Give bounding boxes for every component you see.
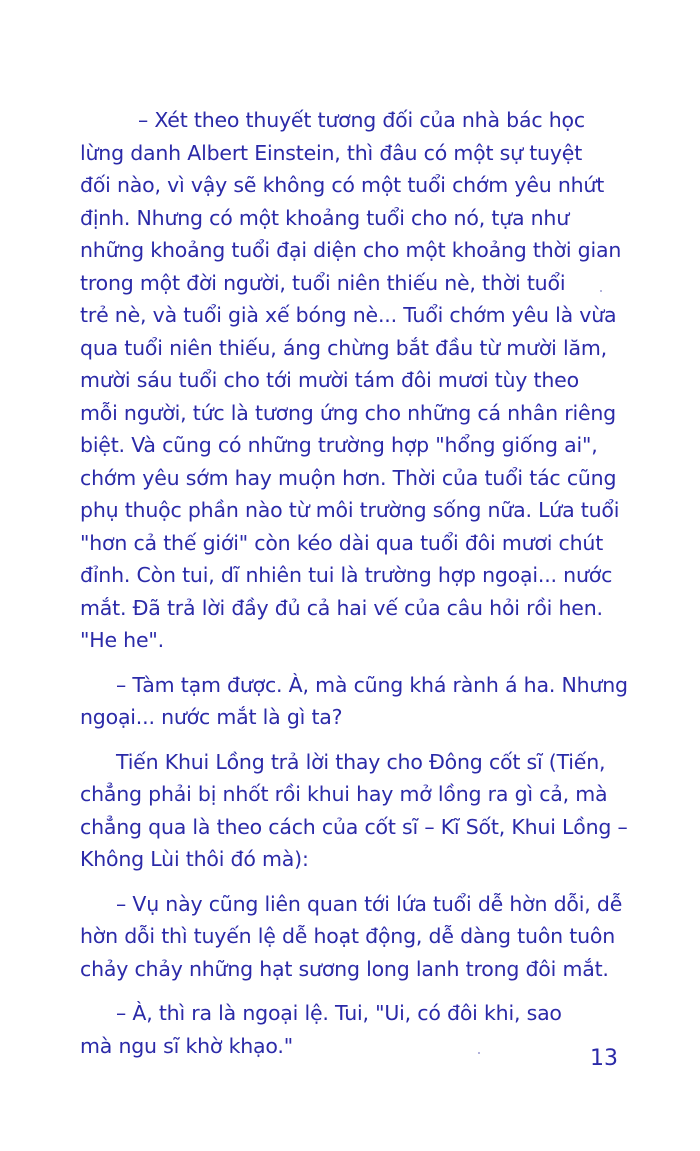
text-line: mỗi người, tức là tương ứng cho những cá nhân riêng (80, 400, 616, 425)
paragraph (80, 746, 628, 876)
text-line: – À, thì ra là ngoại lệ. Tui, "Ui, có đôi khi, sao (116, 1001, 562, 1025)
text-line: – Xét theo thuyết tương đối của nhà bác học (138, 108, 585, 132)
text-line: ngoại... nước mắt là gì ta? (80, 705, 343, 729)
paragraph (80, 888, 623, 986)
text-line: qua tuổi niên thiếu, áng chừng bắt đầu từ mười lăm, (80, 335, 607, 360)
paper-speck (478, 1052, 480, 1054)
text-line: chảy chảy những hạt sương long lanh trong đôi mắt. (80, 956, 609, 981)
paragraph (80, 104, 620, 657)
text-line: – Vụ này cũng liên quan tới lứa tuổi dễ hờn dỗi, dễ (116, 891, 623, 916)
text-line: "He he". (80, 628, 164, 652)
page-number: 13 (590, 1046, 618, 1071)
body-text (80, 104, 628, 1074)
text-line: Tiến Khui Lồng trả lời thay cho Đông cốt sĩ (Tiến, (116, 749, 606, 774)
paragraph (80, 669, 628, 734)
text-line: mắt. Đã trả lời đầy đủ cả hai vế của câu hỏi rồi hen. (80, 595, 603, 620)
text-line: trong một đời người, tuổi niên thiếu nè, thời tuổi (80, 270, 566, 295)
paper-speck (600, 290, 602, 292)
text-line: chẳng phải bị nhốt rồi khui hay mở lồng ra gì cả, mà (80, 782, 608, 806)
text-line: biệt. Và cũng có những trường hợp "hổng giống ai", (80, 433, 598, 457)
text-line: những khoảng tuổi đại diện cho một khoảng thời gian (80, 238, 622, 262)
text-line: Không Lùi thôi đó mà): (80, 847, 309, 871)
text-line: định. Nhưng có một khoảng tuổi cho nó, tựa như (80, 205, 570, 230)
text-line: chẳng qua là theo cách của cốt sĩ – Kĩ Sốt, Khui Lồng – (80, 814, 628, 839)
text-line: trẻ nè, và tuổi già xế bóng nè... Tuổi chớm yêu là vừa (80, 303, 617, 327)
text-line: chớm yêu sớm hay muộn hơn. Thời của tuổi tác cũng (80, 465, 617, 490)
text-line: hờn dỗi thì tuyến lệ dễ hoạt động, dễ dàng tuôn tuôn (80, 924, 616, 948)
text-line: mười sáu tuổi cho tới mười tám đôi mươi tùy theo (80, 368, 579, 392)
text-line: phụ thuộc phần nào từ môi trường sống nữa. Lứa tuổi (80, 498, 620, 522)
text-line: đối nào, vì vậy sẽ không có một tuổi chớm yêu nhứt (80, 173, 605, 197)
text-line: – Tàm tạm được. À, mà cũng khá rành á ha. Nhưng (116, 672, 628, 697)
paragraph (80, 997, 620, 1062)
text-line: "hơn cả thế giới" còn kéo dài qua tuổi đôi mươi chút (80, 530, 604, 555)
text-line: đỉnh. Còn tui, dĩ nhiên tui là trường hợp ngoại... nước (80, 563, 613, 587)
text-line: lừng danh Albert Einstein, thì đâu có một sự tuyệt (80, 140, 583, 165)
text-line: mà ngu sĩ khờ khạo." (80, 1033, 293, 1058)
